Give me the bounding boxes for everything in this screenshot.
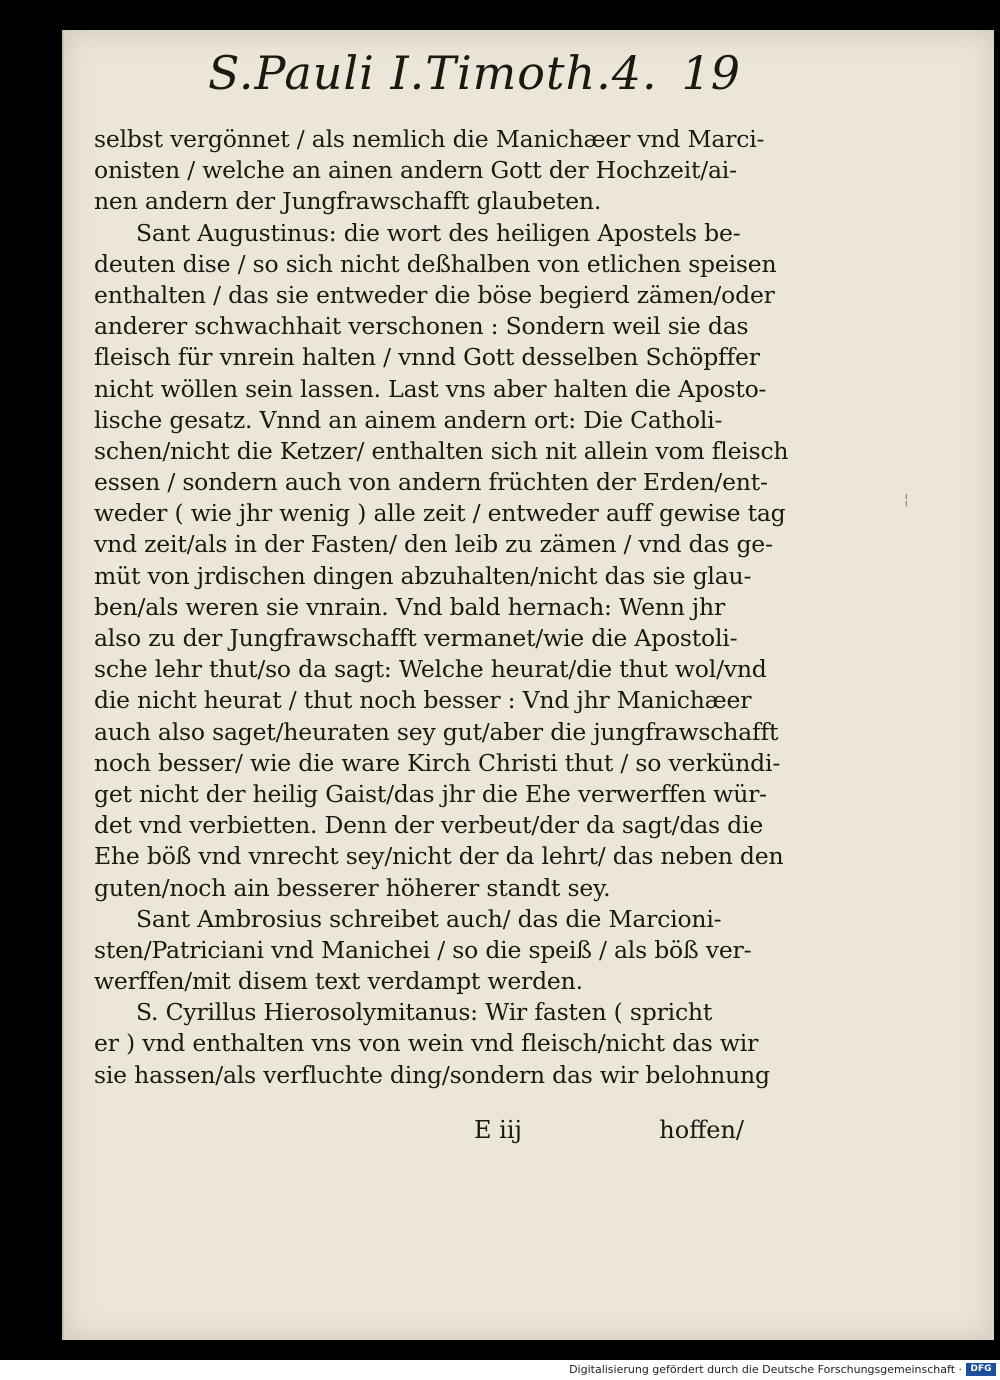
text-line: weder ( wie jhr wenig ) alle zeit / entweder auff gewise tag	[94, 499, 786, 528]
body-text	[94, 124, 789, 1091]
text-line: also zu der Jungfrawschafft vermanet/wie die Apostoli-	[94, 624, 738, 652]
running-title: S.Pauli I.Timoth.4.	[208, 46, 658, 100]
text-line: noch besser/ wie die ware Kirch Christi thut / so verkündi-	[94, 748, 781, 777]
text-line: guten/noch ain besserer höherer standt sey.	[94, 873, 611, 902]
text-line: schen/nicht die Ketzer/ enthalten sich nit allein vom fleisch	[94, 436, 789, 465]
folio-number: 19	[681, 46, 740, 100]
attribution-bar	[0, 1360, 1000, 1380]
page-footer	[94, 1116, 744, 1152]
attribution-text: Digitalisierung gefördert durch die Deutsche Forschungsgemeinschaft ·	[569, 1363, 962, 1376]
text-line: essen / sondern auch von andern früchten der Erden/ent-	[94, 468, 768, 497]
signature-mark: E iij	[474, 1116, 522, 1144]
text-line: er ) vnd enthalten vns von wein vnd fleisch/nicht das wir	[94, 1029, 759, 1058]
text-line: Sant Augustinus: die wort des heiligen Apostels be-	[136, 218, 741, 247]
text-line: enthalten / das sie entweder die böse begierd zämen/oder	[94, 280, 775, 309]
text-line: det vnd verbietten. Denn der verbeut/der da sagt/das die	[94, 811, 764, 840]
text-line: sten/Patriciani vnd Manichei / so die speiß / als böß ver-	[94, 935, 752, 964]
text-line: vnd zeit/als in der Fasten/ den leib zu zämen / vnd das ge-	[94, 530, 773, 559]
text-line: Sant Ambrosius schreibet auch/ das die Marcioni-	[136, 904, 722, 933]
text-line: Ehe böß vnd vnrecht sey/nicht der da lehrt/ das neben den	[94, 842, 784, 871]
catchword: hoffen/	[659, 1116, 744, 1144]
running-head	[150, 46, 750, 106]
text-line: nicht wöllen sein lassen. Last vns aber halten die Aposto-	[94, 374, 767, 403]
text-line: deuten dise / so sich nicht deßhalben von etlichen speisen	[94, 249, 777, 278]
text-line: ben/als weren sie vnrain. Vnd bald hernach: Wenn jhr	[94, 592, 725, 621]
text-line: nen andern der Jungfrawschafft glaubeten.	[94, 187, 602, 216]
text-line: auch also saget/heuraten sey gut/aber die jungfrawschafft	[94, 717, 779, 746]
margin-mark: ¦	[904, 492, 909, 508]
text-line: selbst vergönnet / als nemlich die Manichæer vnd Marci-	[94, 125, 765, 153]
text-line: sche lehr thut/so da sagt: Welche heurat/die thut wol/vnd	[94, 655, 767, 684]
text-line: onisten / welche an ainen andern Gott der Hochzeit/ai-	[94, 156, 737, 185]
text-line: fleisch für vnrein halten / vnnd Gott desselben Schöpffer	[94, 343, 760, 372]
text-line: müt von jrdischen dingen abzuhalten/nicht das sie glau-	[94, 561, 752, 590]
text-line: anderer schwachhait verschonen : Sondern weil sie das	[94, 312, 749, 341]
text-line: sie hassen/als verfluchte ding/sondern das wir belohnung	[94, 1060, 770, 1089]
text-line: S. Cyrillus Hierosolymitanus: Wir fasten ( spricht	[136, 998, 713, 1027]
text-line: werffen/mit disem text verdampt werden.	[94, 967, 583, 996]
text-line: lische gesatz. Vnnd an ainem andern ort: Die Catholi-	[94, 405, 723, 434]
dfg-logo-icon: DFG	[966, 1363, 996, 1376]
text-line: die nicht heurat / thut noch besser : Vnd jhr Manichæer	[94, 686, 752, 715]
text-line: get nicht der heilig Gaist/das jhr die Ehe verwerffen wür-	[94, 779, 767, 808]
